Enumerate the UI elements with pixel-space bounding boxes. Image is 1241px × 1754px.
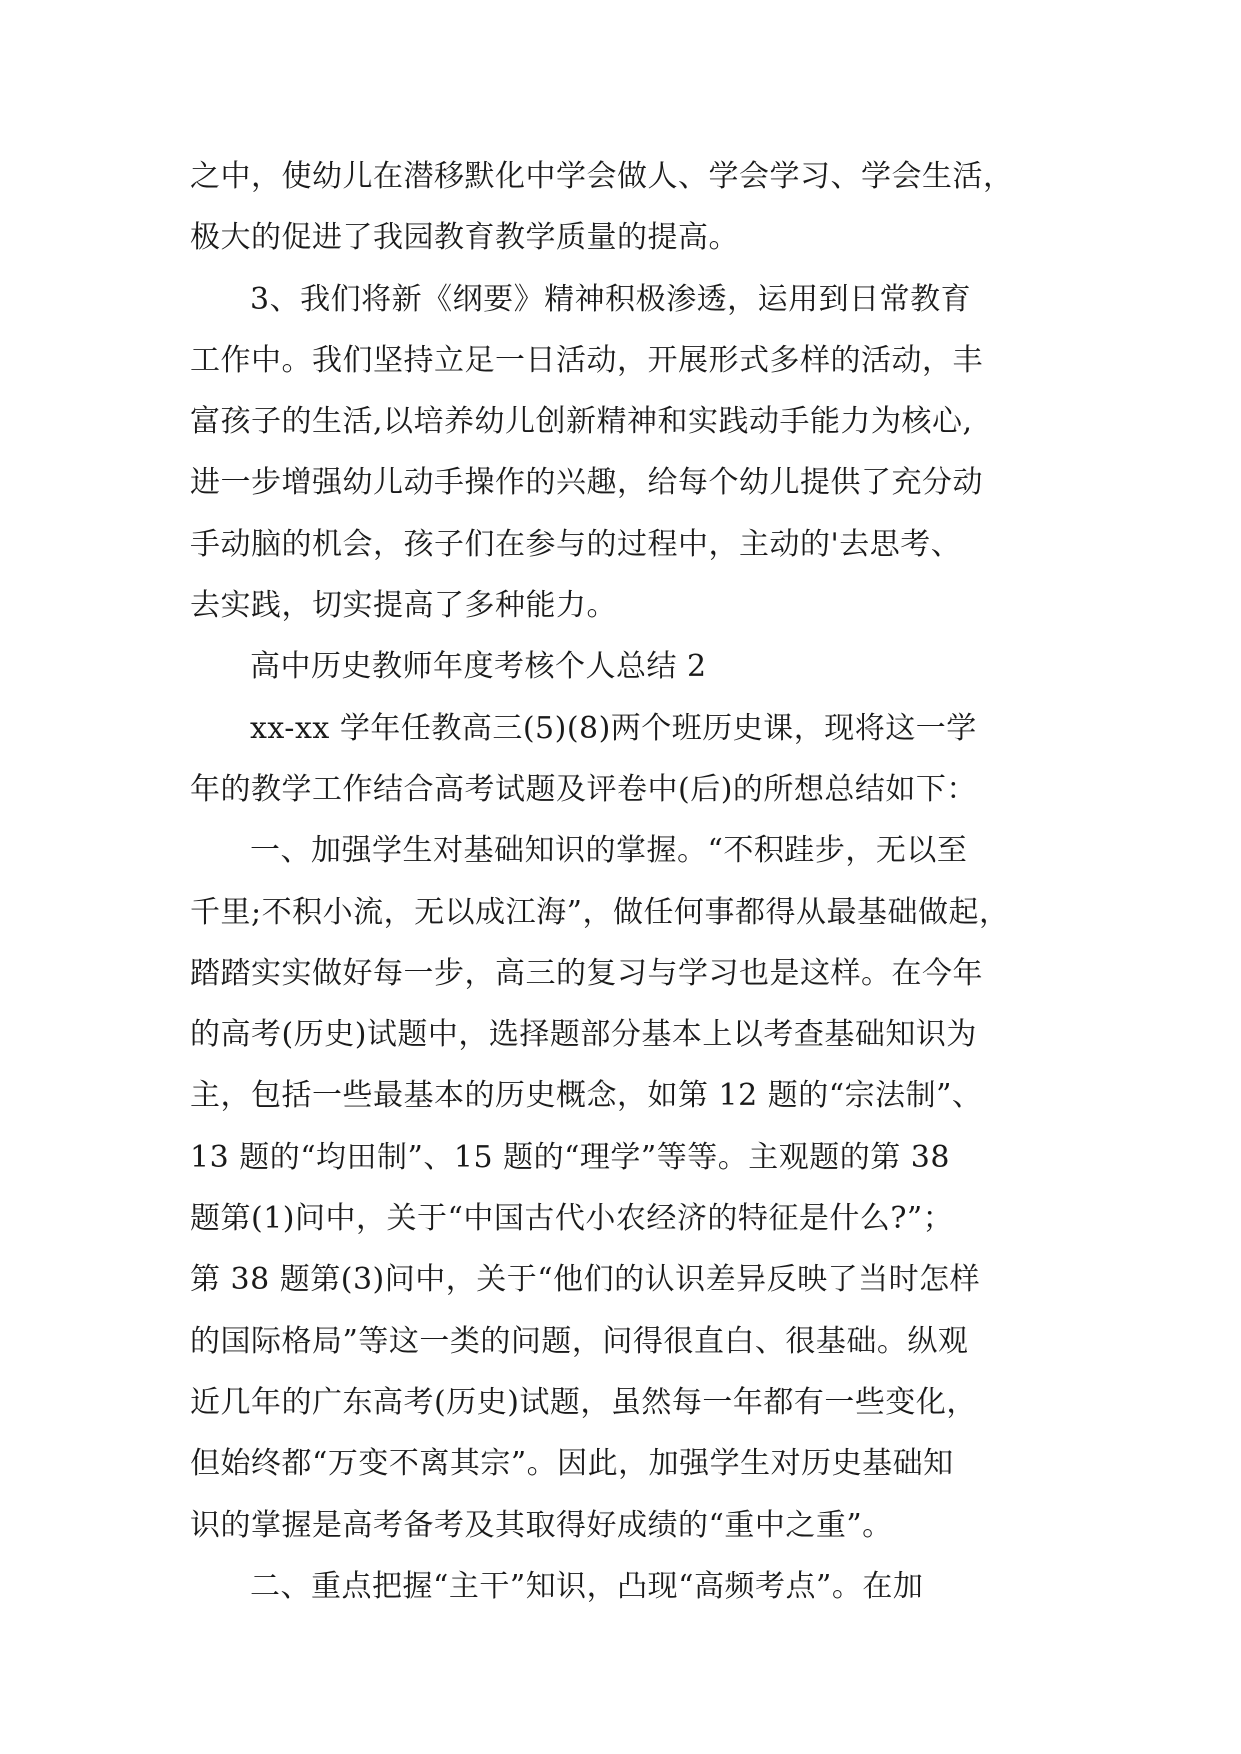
text-line: 高中历史教师年度考核个人总结 2 xyxy=(250,649,707,685)
text-line: xx-xx 学年任教高三(5)(8)两个班历史课，现将这一学 xyxy=(250,710,977,746)
text-line: 3、我们将新《纲要》精神积极渗透，运用到日常教育 xyxy=(250,281,972,317)
text-line: 题第(1)问中，关于“中国古代小农经济的特征是什么?”； xyxy=(190,1201,954,1237)
text-line: 13 题的“均田制”、15 题的“理学”等等。主观题的第 38 xyxy=(190,1139,950,1175)
text-line: 年的教学工作结合高考试题及评卷中(后)的所想总结如下： xyxy=(190,771,977,807)
body-text xyxy=(190,146,1050,1617)
text-line: 富孩子的生活,以培养幼儿创新精神和实践动手能力为核心, xyxy=(190,404,973,440)
text-line: 手动脑的机会，孩子们在参与的过程中，主动的'去思考、 xyxy=(190,526,962,562)
text-line: 的高考(历史)试题中，选择题部分基本上以考查基础知识为 xyxy=(190,1017,977,1053)
text-line: 第 38 题第(3)问中，关于“他们的认识差异反映了当时怎样 xyxy=(190,1262,981,1298)
text-line: 工作中。我们坚持立足一日活动，开展形式多样的活动，丰 xyxy=(190,342,983,378)
text-line: 一、加强学生对基础知识的掌握。“不积跬步，无以至 xyxy=(250,833,968,869)
text-line: 主，包括一些最基本的历史概念，如第 12 题的“宗法制”、 xyxy=(190,1078,983,1114)
text-line: 近几年的广东高考(历史)试题，虽然每一年都有一些变化， xyxy=(190,1384,977,1420)
text-line: 进一步增强幼儿动手操作的兴趣，给每个幼儿提供了充分动 xyxy=(190,465,983,501)
text-line: 识的掌握是高考备考及其取得好成绩的“重中之重”。 xyxy=(190,1507,893,1543)
text-line: 去实践，切实提高了多种能力。 xyxy=(190,588,617,624)
text-line: 但始终都“万变不离其宗”。因此，加强学生对历史基础知 xyxy=(190,1446,954,1482)
text-line: 极大的促进了我园教育教学质量的提高。 xyxy=(190,220,739,256)
text-line: 的国际格局”等这一类的问题，问得很直白、很基础。纵观 xyxy=(190,1323,969,1359)
text-line: 之中，使幼儿在潜移默化中学会做人、学会学习、学会生活， xyxy=(190,159,1014,194)
text-line: 千里;不积小流，无以成江海”，做任何事都得从最基础做起， xyxy=(190,894,1010,930)
text-line: 踏踏实实做好每一步，高三的复习与学习也是这样。在今年 xyxy=(190,955,983,991)
text-line: 二、重点把握“主干”知识，凸现“高频考点”。在加 xyxy=(250,1568,924,1604)
